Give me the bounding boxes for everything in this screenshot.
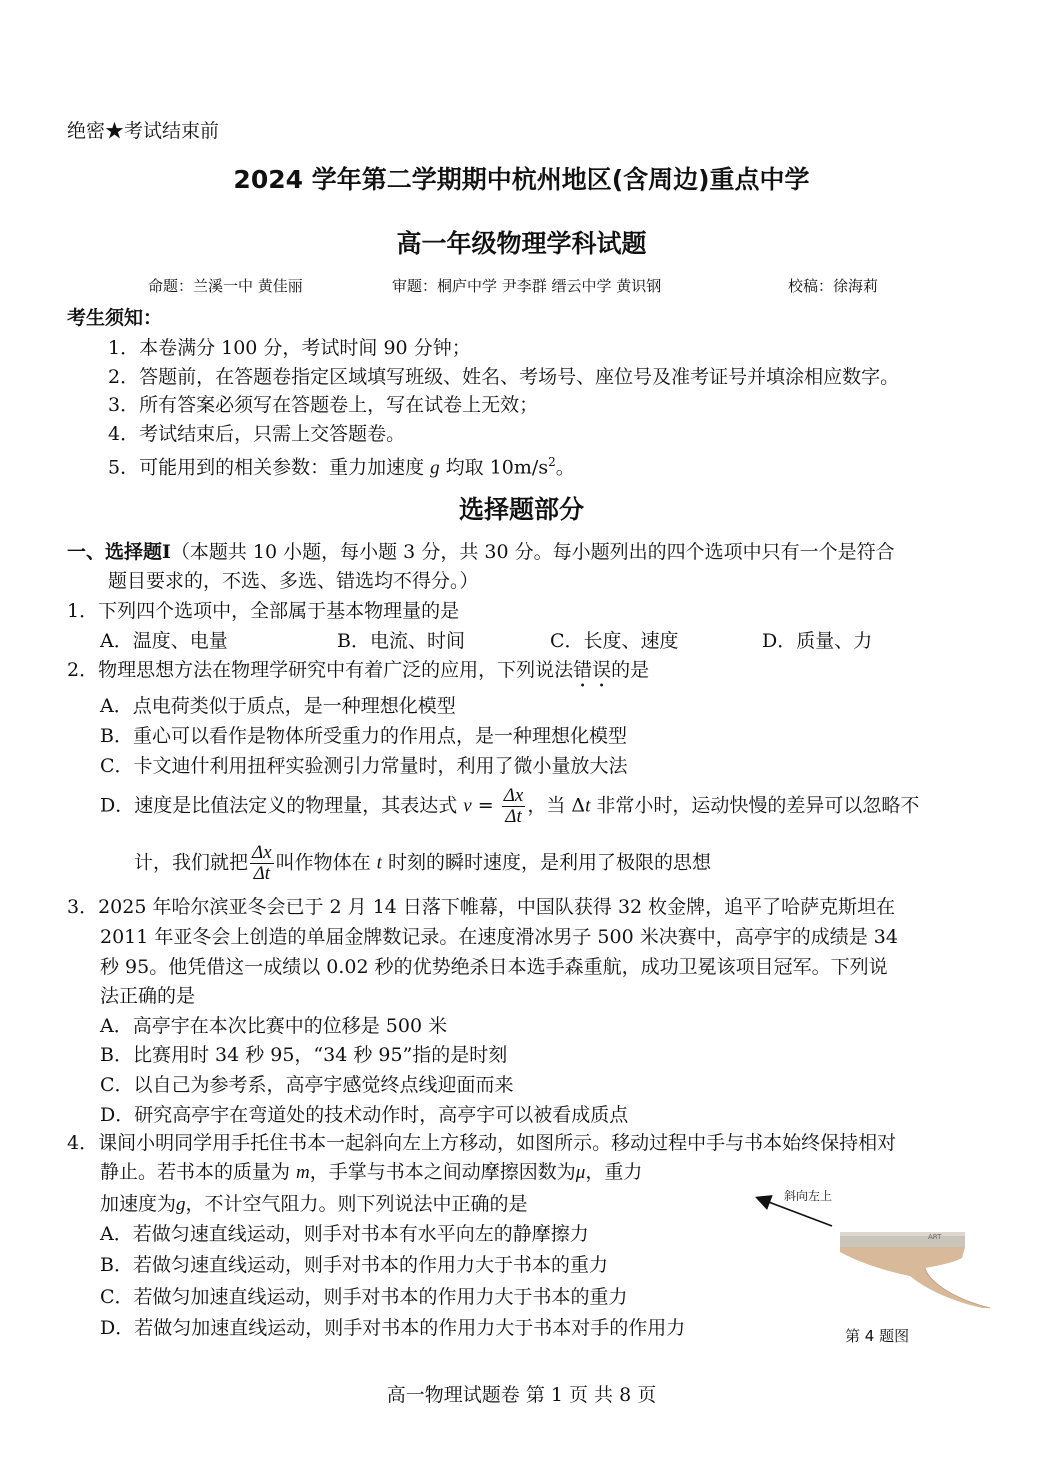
instant-velocity-fraction: $\frac{\Delta x}{\Delta t}$ bbox=[252, 842, 272, 884]
q4-figure bbox=[750, 1180, 1000, 1320]
q3-stem-line3: 秒 95。他凭借这一成绩以 0.02 秒的优势绝杀日本选手森重航，成功卫冕该项目冠军。下列说 bbox=[100, 956, 888, 978]
part1-desc-line2: 题目要求的，不选、多选、错选均不得分。） bbox=[108, 570, 479, 592]
exam-title: 2024 学年第二学期期中杭州地区(含周边)重点中学 bbox=[233, 165, 810, 194]
q3-option-a: A．高亭宇在本次比赛中的位移是 500 米 bbox=[100, 1015, 448, 1037]
q3-stem-line4: 法正确的是 bbox=[100, 985, 196, 1007]
velocity-fraction: $\frac{\Delta x}{\Delta t}$ bbox=[503, 785, 524, 827]
q2-option-c: C．卡文迪什利用扭秤实验测引力常量时，利用了微小量放大法 bbox=[100, 755, 628, 777]
notice-heading: 考生须知： bbox=[67, 307, 163, 329]
part1-heading-line: 一、选择题Ⅰ（本题共 10 小题，每小题 3 分，共 30 分。每小题列出的四个选项中只有一个是符合 bbox=[67, 541, 895, 563]
q4-stem-line1: 4．课间小明同学用手托住书本一起斜向左上方移动，如图所示。移动过程中手与书本始终保持相对 bbox=[67, 1132, 897, 1154]
q3-option-b: B．比赛用时 34 秒 95，“34 秒 95”指的是时刻 bbox=[100, 1044, 508, 1066]
page-footer: 高一物理试题卷 第 1 页 共 8 页 bbox=[386, 1384, 657, 1406]
q4-option-a: A．若做匀速直线运动，则手对书本有水平向左的静摩擦力 bbox=[100, 1223, 589, 1245]
proofreader-credit: 校稿：徐海莉 bbox=[788, 277, 879, 295]
hand-shape bbox=[840, 1247, 990, 1308]
q4-option-b: B．若做匀速直线运动，则手对书本的作用力大于书本的重力 bbox=[100, 1254, 608, 1276]
q3-option-c: C．以自己为参考系，高亭宇感觉终点线迎面而来 bbox=[100, 1074, 514, 1096]
q4-option-d: D．若做匀加速直线运动，则手对书本的作用力大于书本对手的作用力 bbox=[100, 1317, 686, 1339]
q2-option-b: B．重心可以看作是物体所受重力的作用点，是一种理想化模型 bbox=[100, 725, 627, 747]
q4-option-c: C．若做匀加速直线运动，则手对书本的作用力大于书本的重力 bbox=[100, 1286, 628, 1308]
q1-option-d: D．质量、力 bbox=[762, 630, 873, 652]
q2-option-d-line2: 计，我们就把 $\frac{\Delta x}{\Delta t}$ 叫作物体在 t 时刻的瞬时速度，是利用了极限的思想 bbox=[134, 842, 711, 884]
q1-stem: 1．下列四个选项中，全部属于基本物理量的是 bbox=[67, 600, 460, 622]
notice-item-1: 1．本卷满分 100 分，考试时间 90 分钟； bbox=[108, 337, 471, 359]
section-title: 选择题部分 bbox=[458, 495, 584, 524]
exam-subtitle: 高一年级物理学科试题 bbox=[396, 229, 647, 258]
q4-stem-line3: 加速度为g，不计空气阻力。则下列说法中正确的是 bbox=[100, 1193, 528, 1215]
q1-option-a: A．温度、电量 bbox=[100, 630, 228, 652]
q4-figure-caption: 第 4 题图 bbox=[845, 1327, 910, 1345]
arrow-label: 斜向左上 bbox=[784, 1189, 833, 1203]
q1-option-b: B．电流、时间 bbox=[337, 630, 465, 652]
q1-option-c: C．长度、速度 bbox=[550, 630, 679, 652]
notice-item-4: 4．考试结束后，只需上交答题卷。 bbox=[108, 423, 406, 445]
notice-item-3: 3．所有答案必须写在答题卷上，写在试卷上无效； bbox=[108, 394, 539, 416]
book-label: ART bbox=[928, 1233, 942, 1241]
q3-stem-line2: 2011 年亚冬会上创造的单届金牌数记录。在速度滑冰男子 500 米决赛中，高亭宇的成绩是 34 bbox=[100, 926, 898, 948]
notice-item-5: 5．可能用到的相关参数：重力加速度 g 均取 $10m/s^2$。 bbox=[108, 455, 575, 479]
reviewer-credit: 审题：桐庐中学 尹李群 缙云中学 黄识钢 bbox=[392, 277, 662, 295]
q2-stem: 2．物理思想方法在物理学研究中有着广泛的应用，下列说法错误的是 bbox=[67, 659, 650, 681]
notice-item-2: 2．答题前，在答题卷指定区域填写班级、姓名、考场号、座位号及准考证号并填涂相应数字。 bbox=[108, 366, 900, 388]
q4-stem-line2: 静止。若书本的质量为 m，手掌与书本之间动摩擦因数为μ，重力 bbox=[100, 1161, 643, 1183]
confidential-label: 绝密★考试结束前 bbox=[67, 120, 220, 142]
q2-option-a: A．点电荷类似于质点，是一种理想化模型 bbox=[100, 695, 456, 717]
q3-option-d: D．研究高亭宇在弯道处的技术动作时，高亭宇可以被看成质点 bbox=[100, 1104, 629, 1126]
q2-option-d: D．速度是比值法定义的物理量，其表达式 v = $\frac{\Delta x}{\Delta t}$ ，当 Δt 非常小时，运动快慢的差异可以忽略不 bbox=[100, 785, 920, 827]
author-credit: 命题：兰溪一中 黄佳丽 bbox=[148, 277, 303, 295]
q3-stem-line1: 3．2025 年哈尔滨亚冬会已于 2 月 14 日落下帷幕，中国队获得 32 枚金牌，追平了哈萨克斯坦在 bbox=[67, 896, 896, 918]
